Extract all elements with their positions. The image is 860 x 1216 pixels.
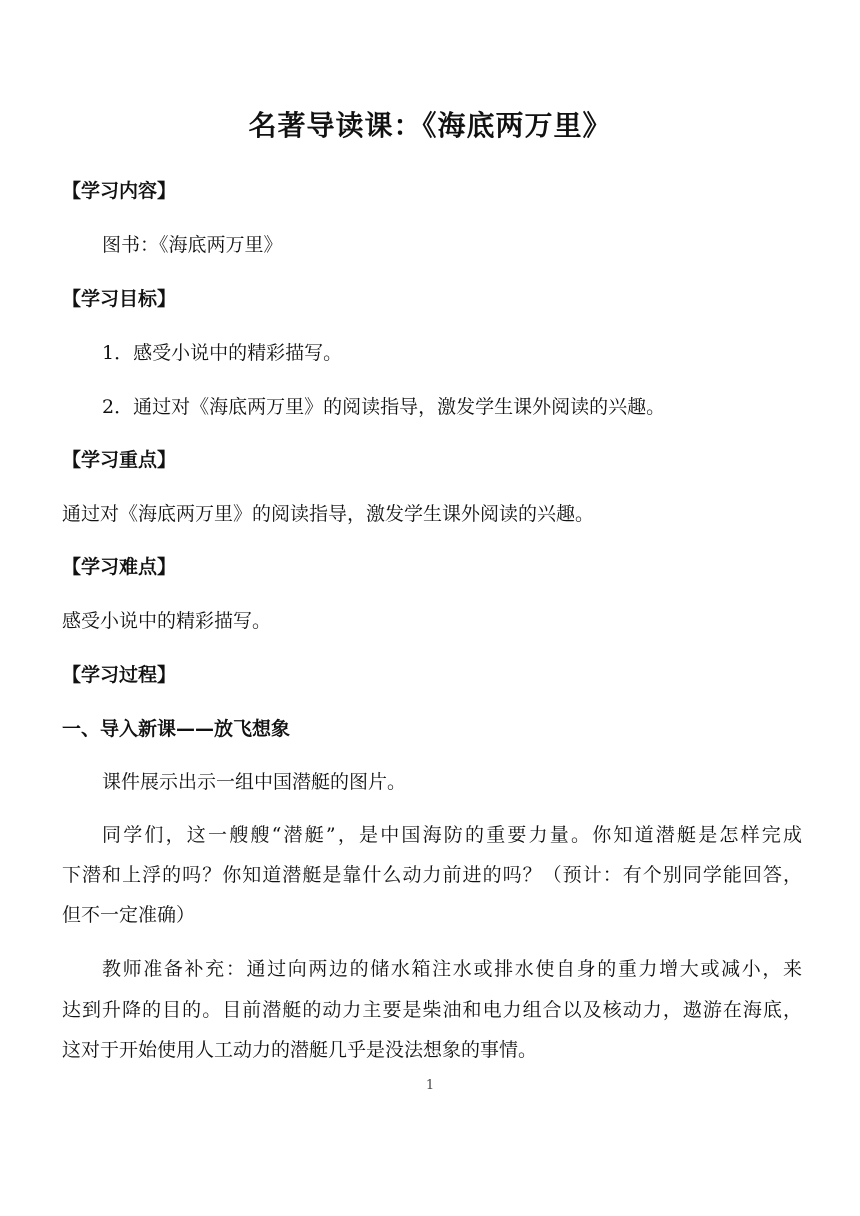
part-1-heading: 一、导入新课——放飞想象 bbox=[62, 718, 291, 740]
content-text: 图书：《海底两万里》 bbox=[102, 234, 283, 256]
paragraph-3-line-2: 达到升降的目的。目前潜艇的动力主要是柴油和电力组合以及核动力，遨游在海底， bbox=[62, 999, 802, 1021]
page-number: 1 bbox=[425, 1078, 435, 1093]
paragraph-1: 课件展示出示一组中国潜艇的图片。 bbox=[102, 771, 407, 793]
paragraph-3-line-3: 这对于开始使用人工动力的潜艇几乎是没法想象的事情。 bbox=[62, 1039, 538, 1061]
section-heading-content: 【学习内容】 bbox=[62, 180, 177, 202]
section-heading-difficulty: 【学习难点】 bbox=[62, 556, 177, 578]
paragraph-2-line-2: 下潜和上浮的吗？你知道潜艇是靠什么动力前进的吗？（预计：有个别同学能回答， bbox=[62, 864, 802, 886]
paragraph-3-line-1: 教师准备补充：通过向两边的储水箱注水或排水使自身的重力增大或减小，来 bbox=[102, 958, 802, 980]
goal-item-1: 1．感受小说中的精彩描写。 bbox=[102, 342, 343, 364]
document-title: 名著导读课：《海底两万里》 bbox=[248, 109, 612, 142]
paragraph-2-line-3: 但不一定准确） bbox=[62, 904, 196, 926]
section-heading-process: 【学习过程】 bbox=[62, 664, 177, 686]
focus-text: 通过对《海底两万里》的阅读指导，激发学生课外阅读的兴趣。 bbox=[62, 503, 595, 525]
section-heading-goals: 【学习目标】 bbox=[62, 288, 177, 310]
section-heading-focus: 【学习重点】 bbox=[62, 449, 177, 471]
goal-item-2: 2．通过对《海底两万里》的阅读指导，激发学生课外阅读的兴趣。 bbox=[102, 396, 666, 418]
paragraph-2-line-1: 同学们，这一艘艘“潜艇”，是中国海防的重要力量。你知道潜艇是怎样完成 bbox=[102, 824, 802, 846]
difficulty-text: 感受小说中的精彩描写。 bbox=[62, 610, 272, 632]
